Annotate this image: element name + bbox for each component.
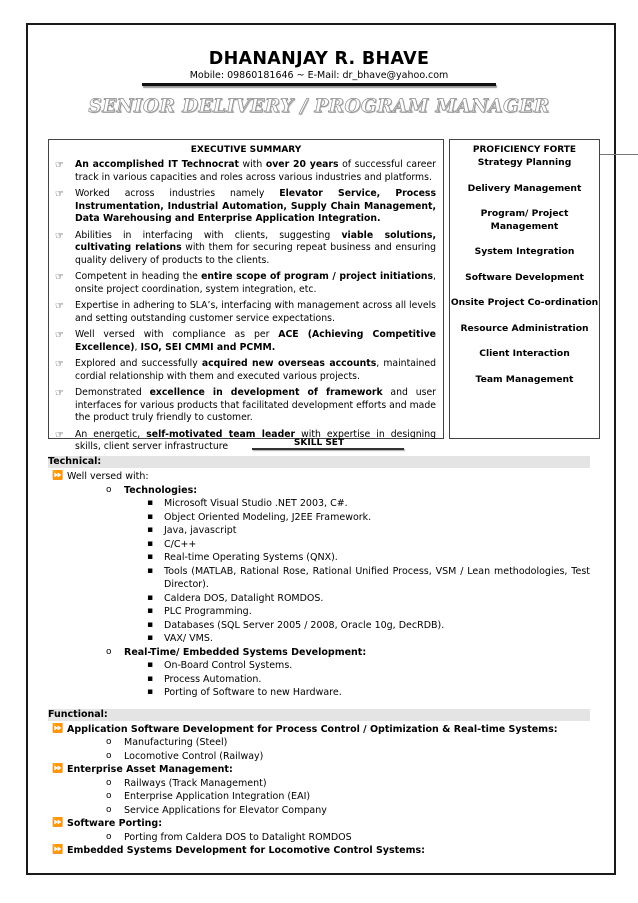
- functional-item: Locomotive Control (Railway): [124, 750, 264, 762]
- summary-fragment: Demonstrated: [75, 387, 150, 398]
- summary-text: [75, 329, 436, 354]
- technology-item: Microsoft Visual Studio .NET 2003, C#.: [164, 498, 348, 509]
- summary-item: [55, 159, 436, 184]
- summary-fragment: ,: [134, 341, 141, 353]
- summary-text: [75, 300, 436, 325]
- square-bullet-icon: ▪: [147, 525, 154, 535]
- summary-fragment: Competent in heading the: [75, 271, 202, 282]
- circle-bullet-icon: o: [106, 737, 112, 747]
- functional-heading: Functional:: [48, 709, 590, 721]
- functional-item: Enterprise Application Integration (EAI): [124, 791, 311, 802]
- proficiency-title: PROFICIENCY FORTE: [472, 145, 577, 155]
- technologies-label: Technologies:: [124, 484, 198, 496]
- header-divider: [142, 83, 496, 86]
- summary-fragment: of successful career track in various capacities and roles across various industries and platforms.: [75, 159, 436, 183]
- embedded-item: Process Automation.: [164, 673, 262, 685]
- summary-fragment: Expertise in adhering to SLA’s, interfacing with management across all levels and setting outstanding customer service expectations.: [75, 300, 436, 324]
- summary-text: [75, 358, 436, 383]
- summary-item: [55, 271, 436, 296]
- summary-item: [55, 329, 436, 354]
- pointing-hand-icon: ☞: [55, 230, 64, 242]
- square-bullet-icon: ▪: [147, 633, 154, 643]
- summary-highlight: self-motivated team leader: [146, 428, 296, 440]
- technology-item: Object Oriented Modeling, J2EE Framework.: [164, 511, 372, 523]
- double-arrow-icon: ⏩: [52, 764, 64, 774]
- summary-fragment: Well versed with compliance as per: [75, 329, 279, 340]
- summary-highlight: entire scope of program / project initiations: [201, 271, 434, 282]
- pointing-hand-icon: ☞: [55, 160, 64, 171]
- square-bullet-icon: ▪: [147, 606, 154, 616]
- square-bullet-icon: ▪: [147, 498, 154, 508]
- proficiency-rule: [600, 154, 638, 155]
- summary-highlight: ACE (Achieving Competitive Excellence): [75, 329, 436, 353]
- functional-item: Manufacturing (Steel): [124, 737, 228, 748]
- square-bullet-icon: ▪: [147, 552, 154, 562]
- proficiency-item: Resource Administration: [460, 322, 589, 334]
- circle-bullet-icon: o: [106, 791, 112, 801]
- circle-bullet-icon: o: [106, 646, 112, 657]
- square-bullet-icon: ▪: [147, 565, 154, 576]
- circle-bullet-icon: o: [106, 831, 112, 842]
- proficiency-item: Software Development: [465, 271, 584, 283]
- technology-item: VAX/ VMS.: [164, 633, 213, 644]
- summary-item: [55, 387, 436, 425]
- summary-highlight: viable solutions, cultivating relations: [75, 229, 436, 253]
- summary-fragment: with expertise in designing skills, client server infrastructure: [75, 428, 436, 452]
- embedded-label: Real-Time/ Embedded Systems Development:: [124, 646, 367, 658]
- circle-bullet-icon: o: [106, 777, 112, 788]
- embedded-item: Porting of Software to new Hardware.: [164, 687, 342, 698]
- summary-highlight: acquired new overseas accounts: [201, 358, 377, 369]
- proficiency-list: [450, 157, 599, 386]
- technical-heading: Technical:: [48, 456, 590, 468]
- executive-summary-list: [49, 157, 443, 454]
- technical-intro: Well versed with:: [67, 471, 149, 482]
- functional-item: Railways (Track Management): [124, 777, 267, 789]
- double-arrow-icon: ⏩: [52, 818, 64, 828]
- summary-text: [75, 188, 436, 226]
- summary-highlight: over 20 years: [265, 159, 339, 170]
- proficiency-item: System Integration: [474, 246, 575, 257]
- executive-summary-title: EXECUTIVE SUMMARY: [190, 145, 302, 155]
- candidate-name: DHANANJAY R. BHAVE: [208, 49, 430, 69]
- summary-fragment: Explored and successfully: [75, 358, 202, 369]
- pointing-hand-icon: ☞: [55, 272, 64, 283]
- embedded-item: On-Board Control Systems.: [164, 660, 293, 671]
- technology-item: C/C++: [164, 538, 197, 550]
- summary-fragment: with: [239, 159, 266, 170]
- summary-fragment: and user interfaces for various products that facilitated development efforts and made the product truly friendly to customer.: [75, 387, 436, 423]
- double-arrow-icon: ⏩: [52, 845, 64, 855]
- square-bullet-icon: ▪: [147, 660, 154, 670]
- summary-fragment: Worked across industries namely: [75, 188, 280, 199]
- proficiency-item: Client Interaction: [479, 348, 570, 359]
- summary-text: [75, 230, 436, 268]
- summary-fragment: , onsite project coordination, system integration, etc.: [75, 271, 436, 295]
- circle-bullet-icon: o: [106, 484, 112, 495]
- summary-highlight: excellence in development of framework: [149, 387, 383, 398]
- pointing-hand-icon: ☞: [55, 359, 64, 370]
- summary-item: [55, 230, 436, 268]
- functional-group-label: Software Porting:: [67, 818, 162, 829]
- pointing-hand-icon: ☞: [55, 388, 64, 399]
- technology-item: Real-time Operating Systems (QNX).: [164, 552, 338, 563]
- technology-item: Caldera DOS, Datalight ROMDOS.: [164, 592, 324, 604]
- proficiency-item: Strategy Planning: [477, 157, 572, 168]
- summary-item: [55, 358, 436, 383]
- square-bullet-icon: ▪: [147, 619, 154, 630]
- proficiency-item: Onsite Project Co-ordination: [450, 297, 599, 308]
- functional-group-label: Embedded Systems Development for Locomotive Control Systems:: [67, 845, 425, 856]
- technology-item: PLC Programming.: [164, 606, 252, 617]
- proficiency-box: [449, 139, 600, 439]
- square-bullet-icon: ▪: [147, 511, 154, 522]
- double-arrow-icon: ⏩: [52, 471, 64, 481]
- summary-fragment: An energetic,: [75, 428, 147, 440]
- technology-item: Java, javascript: [164, 525, 237, 536]
- proficiency-item: Team Management: [475, 373, 574, 385]
- role-title: SENIOR DELIVERY / PROGRAM MANAGER: [88, 96, 550, 117]
- summary-text: [75, 387, 436, 425]
- pointing-hand-icon: ☞: [55, 189, 64, 200]
- summary-fragment: , maintained cordial relationship with them and executed various projects.: [75, 358, 437, 382]
- functional-item: Porting from Caldera DOS to Datalight ROMDOS: [124, 831, 352, 843]
- contact-line: Mobile: 09860181646 ~ E-Mail: dr_bhave@yahoo.com: [189, 70, 449, 81]
- summary-highlight: ISO, SEI CMMI and PCMM.: [140, 341, 276, 353]
- circle-bullet-icon: o: [106, 804, 112, 815]
- proficiency-item: Delivery Management: [467, 182, 582, 194]
- summary-item: [55, 300, 436, 325]
- technology-item: Tools (MATLAB, Rational Rose, Rational Unified Process, VSM / Lean methodologies, Test Director).: [164, 565, 590, 590]
- pointing-hand-icon: ☞: [55, 330, 64, 341]
- summary-fragment: with them for securing repeat business and ensuring quality delivery of products to the clients.: [75, 242, 436, 266]
- summary-text: [75, 271, 436, 296]
- square-bullet-icon: ▪: [147, 673, 154, 684]
- square-bullet-icon: ▪: [147, 592, 154, 603]
- pointing-hand-icon: ☞: [55, 429, 64, 441]
- summary-text: [75, 159, 436, 184]
- summary-fragment: Abilities in interfacing with clients, suggesting: [75, 229, 342, 241]
- pointing-hand-icon: ☞: [55, 301, 64, 312]
- double-arrow-icon: ⏩: [52, 723, 64, 734]
- technology-item: Databases (SQL Server 2005 / 2008, Oracle 10g, DecRDB).: [164, 619, 445, 631]
- functional-item: Service Applications for Elevator Company: [124, 804, 327, 816]
- skill-set-title: SKILL SET: [293, 438, 345, 448]
- summary-highlight: Elevator Service, Process Instrumentation, Industrial Automation, Supply Chain Management, Data Warehousing and Enterprise Application Integration.: [75, 188, 436, 224]
- functional-group-label: Enterprise Asset Management:: [67, 764, 233, 775]
- functional-group-label: Application Software Development for Process Control / Optimization & Real-time Systems:: [67, 723, 558, 735]
- square-bullet-icon: ▪: [147, 687, 154, 697]
- proficiency-item: Program/ Project Management: [480, 208, 569, 232]
- square-bullet-icon: ▪: [147, 538, 154, 549]
- summary-item: [55, 188, 436, 226]
- skill-set-divider: [252, 448, 404, 450]
- circle-bullet-icon: o: [106, 750, 112, 761]
- summary-highlight: An accomplished IT Technocrat: [75, 159, 239, 170]
